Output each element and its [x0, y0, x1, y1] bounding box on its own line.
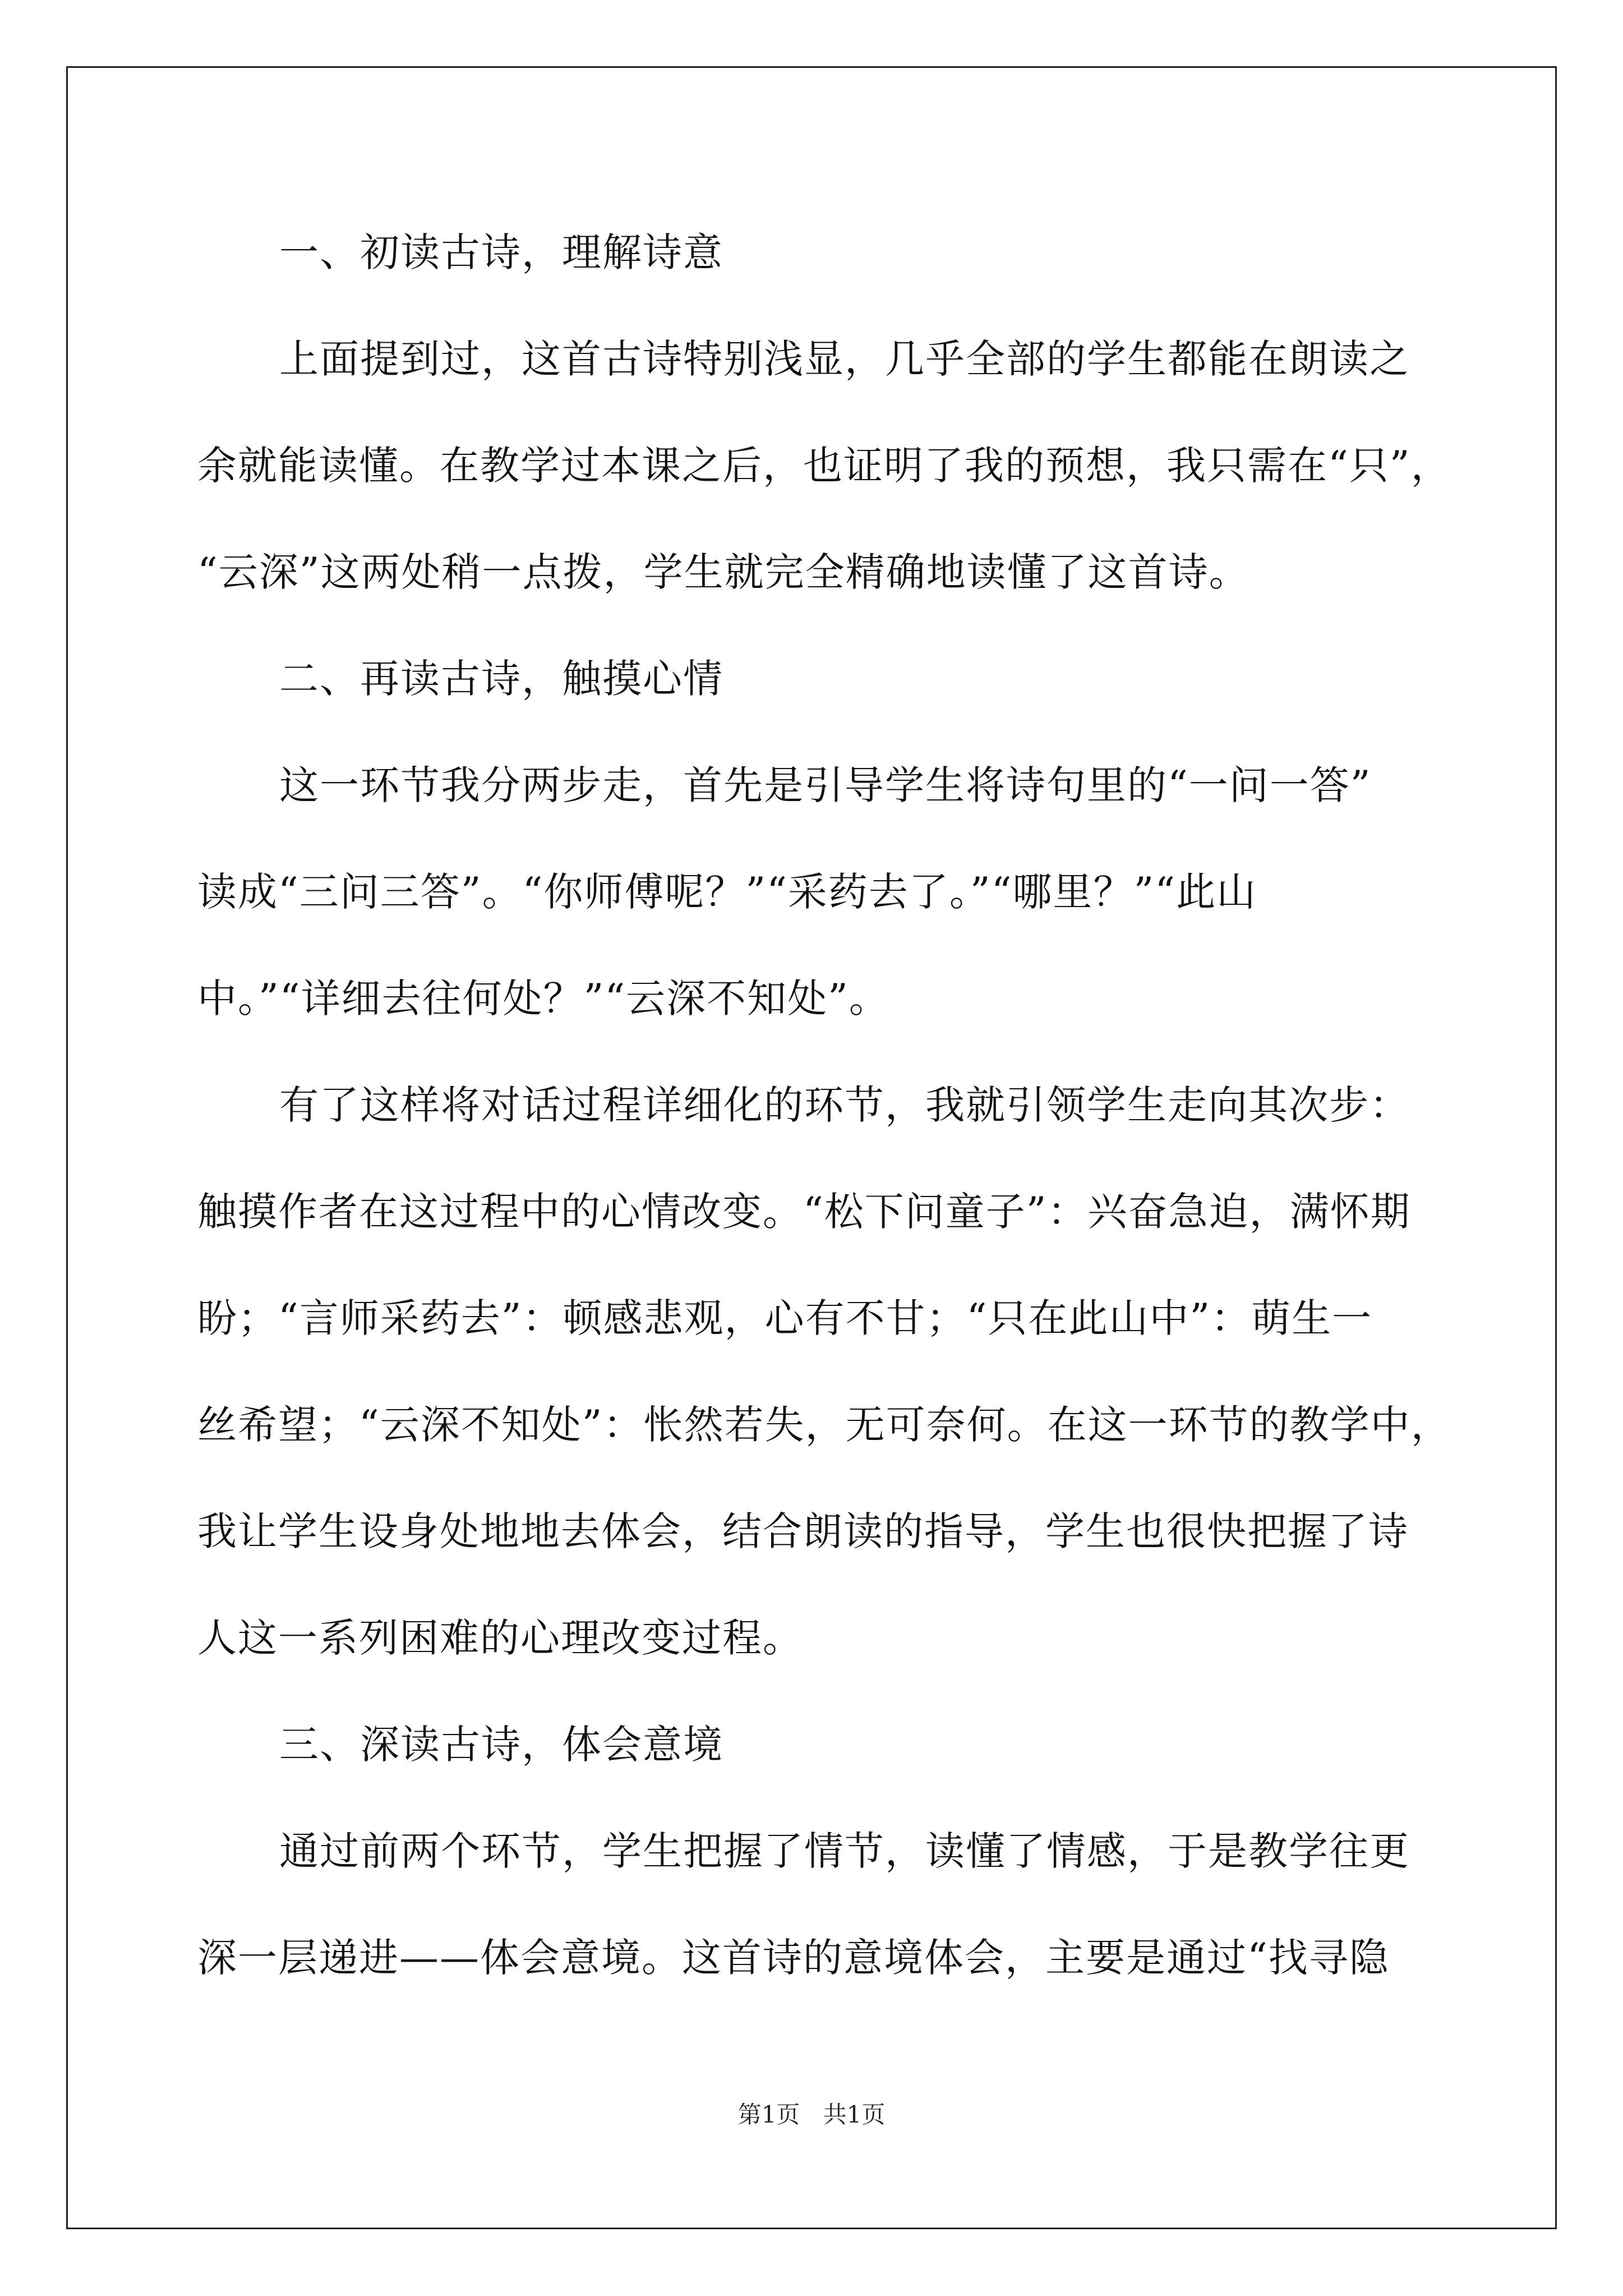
paragraph-line: 有了这样将对话过程详细化的环节，我就引领学生走向其次步：	[279, 1082, 1410, 1128]
paragraph-line: 人这一系列困难的心理改变过程。	[197, 1615, 803, 1661]
paragraph-line: 读成“三问三答”。“你师傅呢？”“采药去了。”“哪里？”“此山	[197, 869, 1257, 915]
paragraph-line: 上面提到过，这首古诗特别浅显，几乎全部的学生都能在朗读之	[279, 336, 1410, 382]
paragraph-line: 我让学生设身处地地去体会，结合朗读的指导，学生也很快把握了诗	[197, 1508, 1409, 1554]
section-heading-3: 三、深读古诗，体会意境	[279, 1722, 723, 1768]
paragraph-line: 深一层递进——体会意境。这首诗的意境体会，主要是通过“找寻隐	[197, 1935, 1390, 1981]
paragraph-line: 通过前两个环节，学生把握了情节，读懂了情感，于是教学往更	[279, 1828, 1410, 1874]
paragraph-line: 中。”“详细去往何处？”“云深不知处”。	[197, 976, 889, 1022]
section-heading-1: 一、初读古诗，理解诗意	[279, 229, 723, 275]
paragraph-line: 盼；“言师采药去”：顿感悲观，心有不甘；“只在此山中”：萌生一	[197, 1295, 1373, 1341]
page-footer	[0, 2098, 1623, 2132]
paragraph-line: 余就能读懂。在教学过本课之后，也证明了我的预想，我只需在“只”，	[197, 443, 1451, 489]
paragraph-line: 丝希望；“云深不知处”：怅然若失，无可奈何。在这一环节的教学中，	[197, 1402, 1451, 1448]
page-border	[66, 66, 1557, 2229]
page-number-current: 第1页	[737, 2101, 800, 2128]
paragraph-line: “云深”这两处稍一点拨，学生就完全精确地读懂了这首诗。	[197, 549, 1249, 595]
section-heading-2: 二、再读古诗，触摸心情	[279, 656, 723, 702]
paragraph-line: 这一环节我分两步走，首先是引导学生将诗句里的“一问一答”	[279, 762, 1372, 808]
page-number-total: 共1页	[823, 2101, 886, 2128]
paragraph-line: 触摸作者在这过程中的心情改变。“松下问童子”：兴奋急迫，满怀期	[197, 1189, 1411, 1235]
